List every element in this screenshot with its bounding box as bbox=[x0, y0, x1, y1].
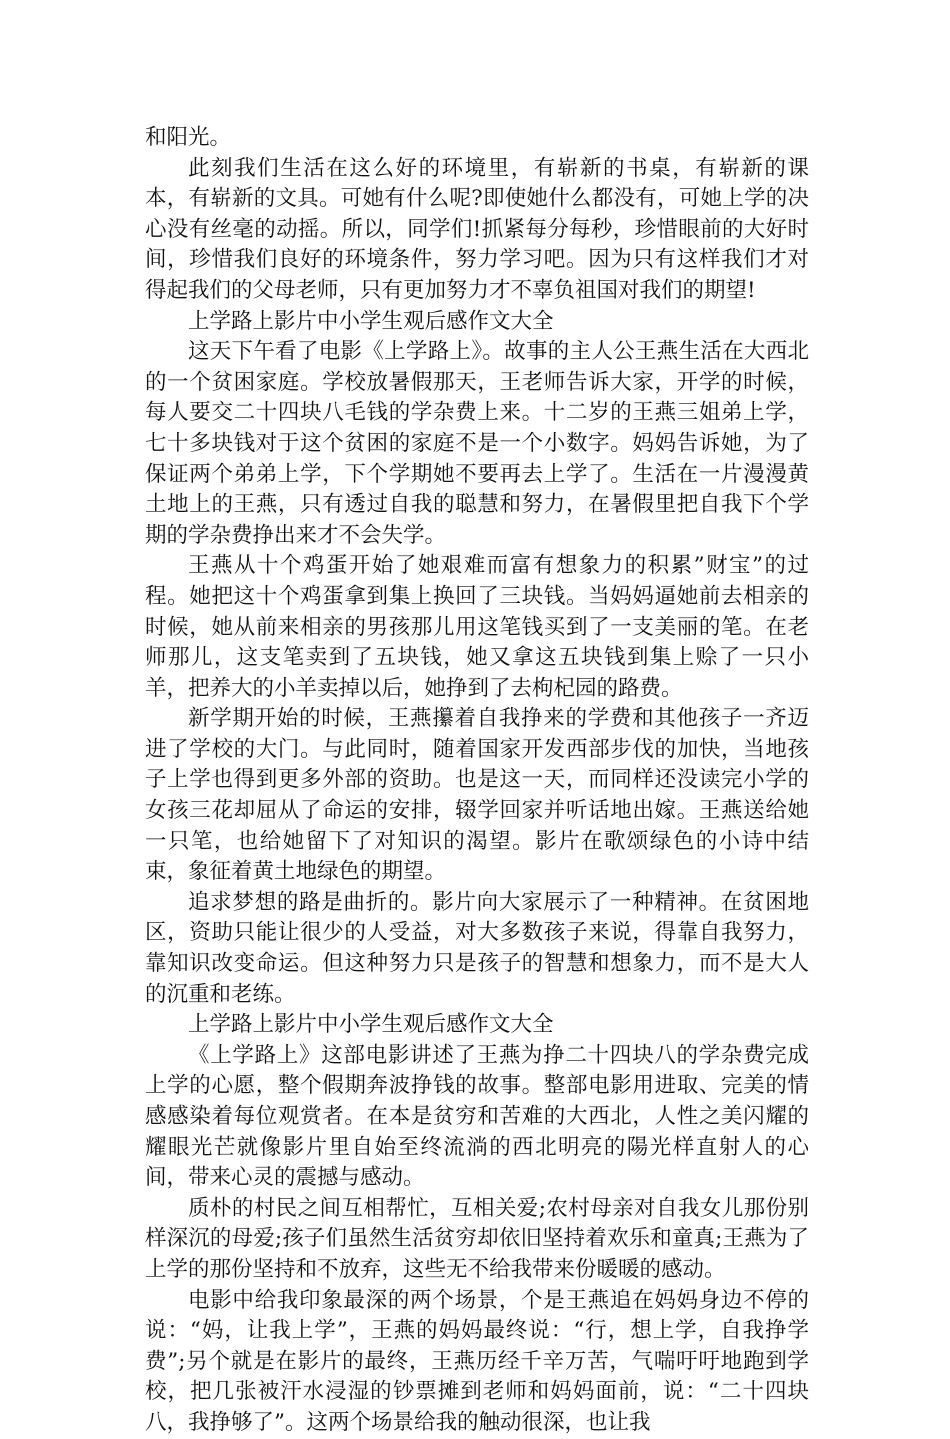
paragraph: 追求梦想的路是曲折的。影片向大家展示了一种精神。在贫困地区，资助只能让很少的人受益，对大多数孩子来说，得靠自我努力，靠知识改变命运。但这种努力只是孩子的智慧和想象力，而不是大人的沉重和老练。 bbox=[145, 889, 809, 1007]
paragraph: 电影中给我印象最深的两个场景，个是王燕追在妈妈身边不停的说：“妈，让我上学”，王燕的妈妈最终说：“行，想上学，自我挣学费”;另个就是在影片的最终，王燕历经千辛万苦，气喘吁吁地跑到学校，把几张被汗水浸湿的钞票摊到老师和妈妈面前，说：“二十四块八，我挣够了”。这两个场景给我的触动很深，也让我 bbox=[145, 1287, 809, 1435]
paragraph: 这天下午看了电影《上学路上》。故事的主人公王燕生活在大西北的一个贫困家庭。学校放暑假那天，王老师告诉大家，开学的时候，每人要交二十四块八毛钱的学杂费上来。十二岁的王燕三姐弟上学，七十多块钱对于这个贫困的家庭不是一个小数字。妈妈告诉她，为了保证两个弟弟上学，下个学期她不要再去上学了。生活在一片漫漫黄土地上的王燕，只有透过自我的聪慧和努力，在暑假里把自我下个学期的学杂费挣出来才不会失学。 bbox=[145, 339, 809, 548]
section-heading: 上学路上影片中小学生观后感作文大全 bbox=[188, 1012, 554, 1038]
paragraph: 此刻我们生活在这么好的环境里，有崭新的书桌，有崭新的课本，有崭新的文具。可她有什么呢?即使她什么都没有，可她上学的决心没有丝毫的动摇。所以，同学们!抓紧每分每秒，珍惜眼前的大好时间，珍惜我们良好的环境条件，努力学习吧。因为只有这样我们才对得起我们的父母老师，只有更加努力才不辜负祖国对我们的期望! bbox=[145, 155, 809, 303]
paragraph: 质朴的村民之间互相帮忙，互相关爱;农村母亲对自我女儿那份别样深沉的母爱;孩子们虽然生活贫穷却依旧坚持着欢乐和童真;王燕为了上学的那份坚持和不放弃，这些无不给我带来份暖暖的感动。 bbox=[145, 1195, 809, 1282]
section-heading: 上学路上影片中小学生观后感作文大全 bbox=[188, 308, 554, 334]
paragraph: 《上学路上》这部电影讲述了王燕为挣二十四块八的学杂费完成上学的心愿，整个假期奔波挣钱的故事。整部电影用进取、完美的情感感染着每位观赏者。在本是贫穷和苦难的大西北，人性之美闪耀的耀眼光芒就像影片里自始至终流淌的西北明亮的陽光样直射人的心间，带来心灵的震撼与感动。 bbox=[145, 1042, 809, 1191]
paragraph: 王燕从十个鸡蛋开始了她艰难而富有想象力的积累”财宝”的过程。她把这十个鸡蛋拿到集上换回了三块钱。当妈妈逼她前去相亲的时候，她从前来相亲的男孩那儿用这笔钱买到了一支美丽的笔。在老师那儿，这支笔卖到了五块钱，她又拿这五块钱到集上赊了一只小羊，把养大的小羊卖掉以后，她挣到了去枸杞园的路费。 bbox=[145, 553, 809, 701]
document-body bbox=[145, 123, 809, 1439]
paragraph: 新学期开始的时候，王燕攥着自我挣来的学费和其他孩子一齐迈进了学校的大门。与此同时，随着国家开发西部步伐的加快，当地孩子上学也得到更多外部的资助。也是这一天，而同样还没读完小学的女孩三花却屈从了命运的安排，辍学回家并听话地出嫁。王燕送给她一只笔，也给她留下了对知识的渴望。影片在歌颂绿色的小诗中结束，象征着黄土地绿色的期望。 bbox=[145, 706, 809, 885]
paragraph: 和阳光。 bbox=[145, 125, 232, 150]
